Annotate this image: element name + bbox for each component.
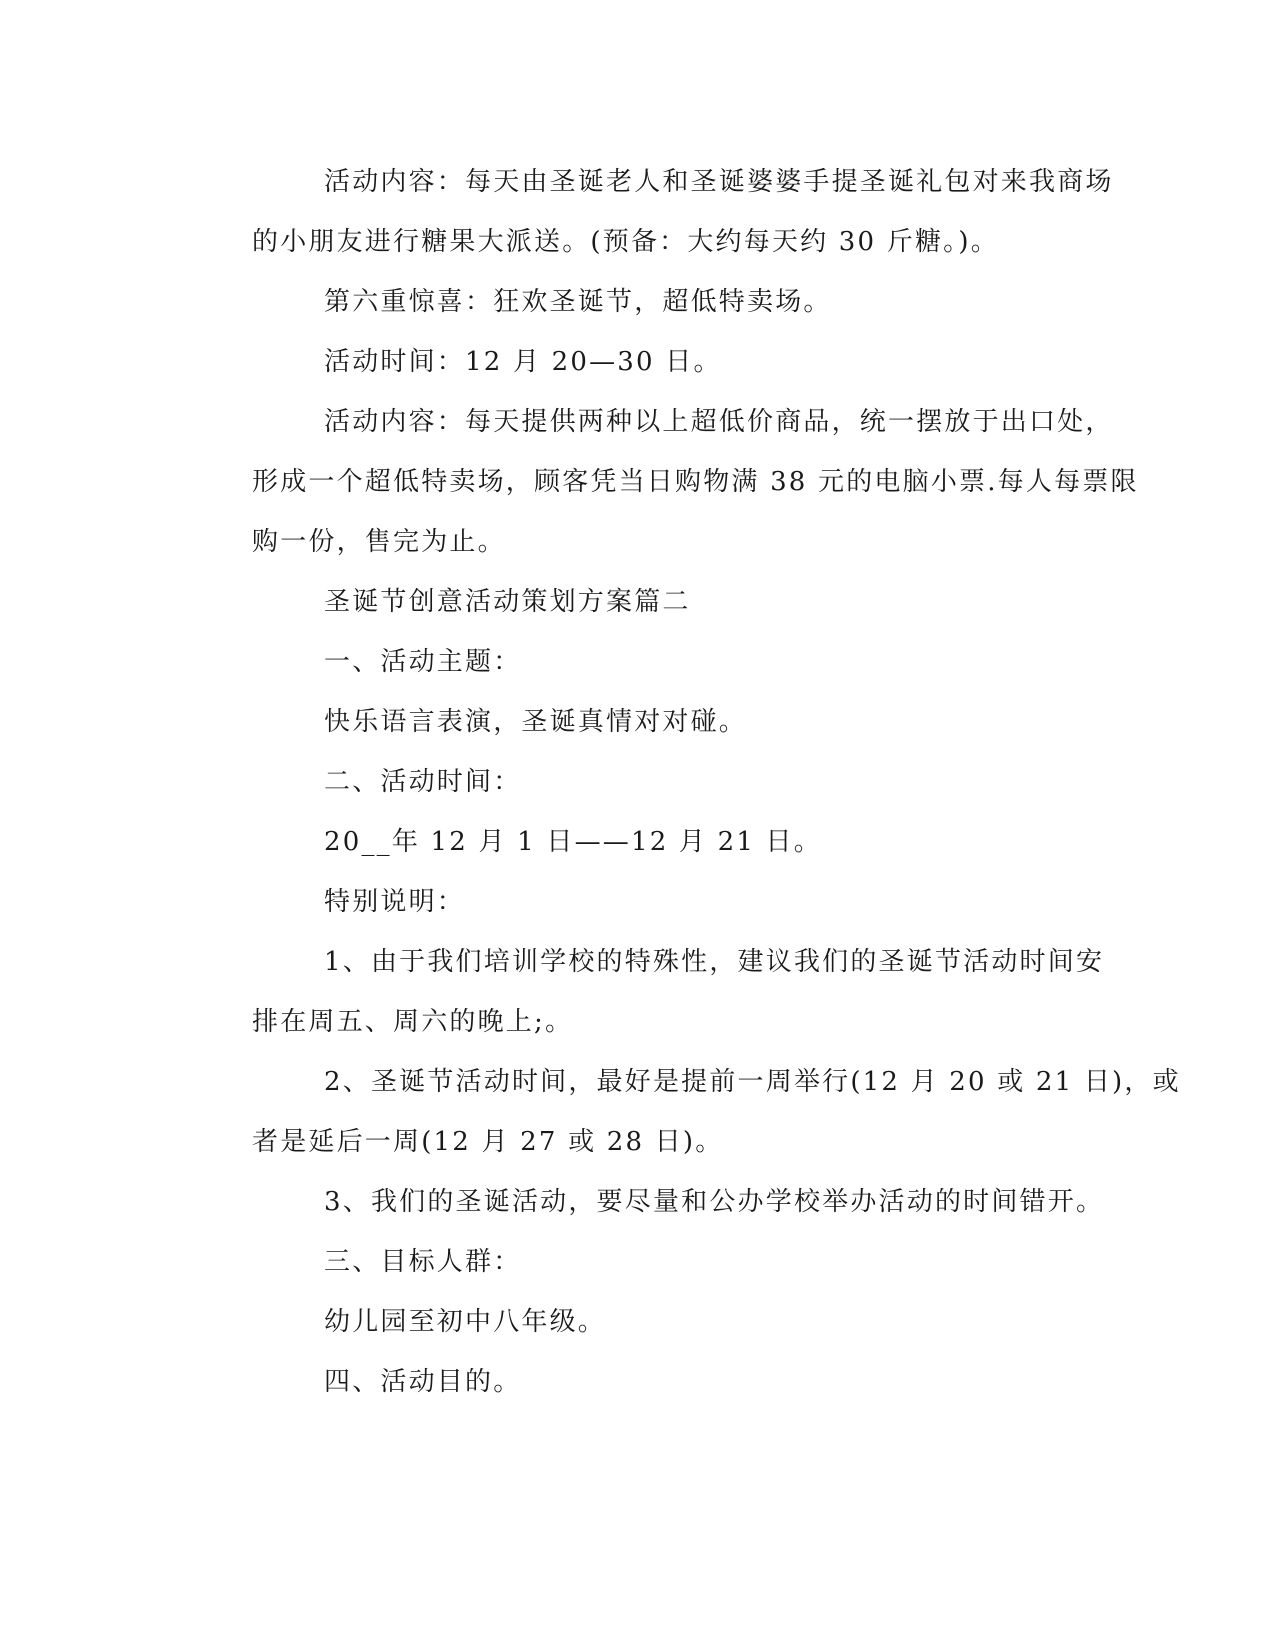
- text-line: 三、目标人群：: [324, 1247, 522, 1277]
- text-line: 圣诞节创意活动策划方案篇二: [324, 587, 691, 617]
- document-body: [180, 152, 1181, 1412]
- text-line: 2、圣诞节活动时间，最好是提前一周举行(12 月 20 或 21 日)，或: [324, 1067, 1181, 1097]
- text-line: 快乐语言表演，圣诞真情对对碰。: [324, 707, 748, 737]
- subheading: [180, 1352, 1060, 1412]
- text-line: 购一份，售完为止。: [252, 527, 506, 557]
- text-line: 活动时间：12 月 20—30 日。: [324, 347, 722, 377]
- text-line: 二、活动时间：: [324, 767, 522, 797]
- text-line: 排在周五、周六的晚上;。: [252, 1007, 574, 1037]
- subheading: [180, 1232, 1060, 1292]
- paragraph: [180, 272, 1060, 332]
- text-line: 3、我们的圣诞活动，要尽量和公办学校举办活动的时间错开。: [324, 1187, 1105, 1217]
- paragraph: [180, 1292, 1060, 1352]
- text-line: 的小朋友进行糖果大派送。(预备：大约每天约 30 斤糖。)。: [252, 227, 999, 257]
- text-line: 一、活动主题：: [324, 647, 522, 677]
- paragraph: [180, 692, 1060, 752]
- paragraph: [180, 332, 1060, 392]
- subheading: [180, 872, 1060, 932]
- text-line: 四、活动目的。: [324, 1367, 522, 1397]
- text-line: 者是延后一周(12 月 27 或 28 日)。: [252, 1127, 724, 1157]
- paragraph: [180, 152, 1114, 272]
- text-line: 活动内容：每天由圣诞老人和圣诞婆婆手提圣诞礼包对来我商场: [324, 167, 1114, 197]
- list-item: [180, 932, 1105, 1052]
- text-line: 第六重惊喜：狂欢圣诞节，超低特卖场。: [324, 287, 832, 317]
- text-line: 幼儿园至初中八年级。: [324, 1307, 607, 1337]
- section-heading: [180, 572, 1060, 632]
- list-item: [180, 1052, 1181, 1172]
- list-item: [180, 1172, 1105, 1232]
- text-line: 20__年 12 月 1 日——12 月 21 日。: [324, 827, 822, 857]
- paragraph: [180, 392, 1139, 572]
- subheading: [180, 752, 1060, 812]
- paragraph: [180, 812, 1060, 872]
- text-line: 1、由于我们培训学校的特殊性，建议我们的圣诞节活动时间安: [324, 947, 1105, 977]
- subheading: [180, 632, 1060, 692]
- text-line: 活动内容：每天提供两种以上超低价商品，统一摆放于出口处，: [324, 407, 1114, 437]
- text-line: 特别说明：: [324, 887, 466, 917]
- text-line: 形成一个超低特卖场，顾客凭当日购物满 38 元的电脑小票.每人每票限: [252, 467, 1139, 497]
